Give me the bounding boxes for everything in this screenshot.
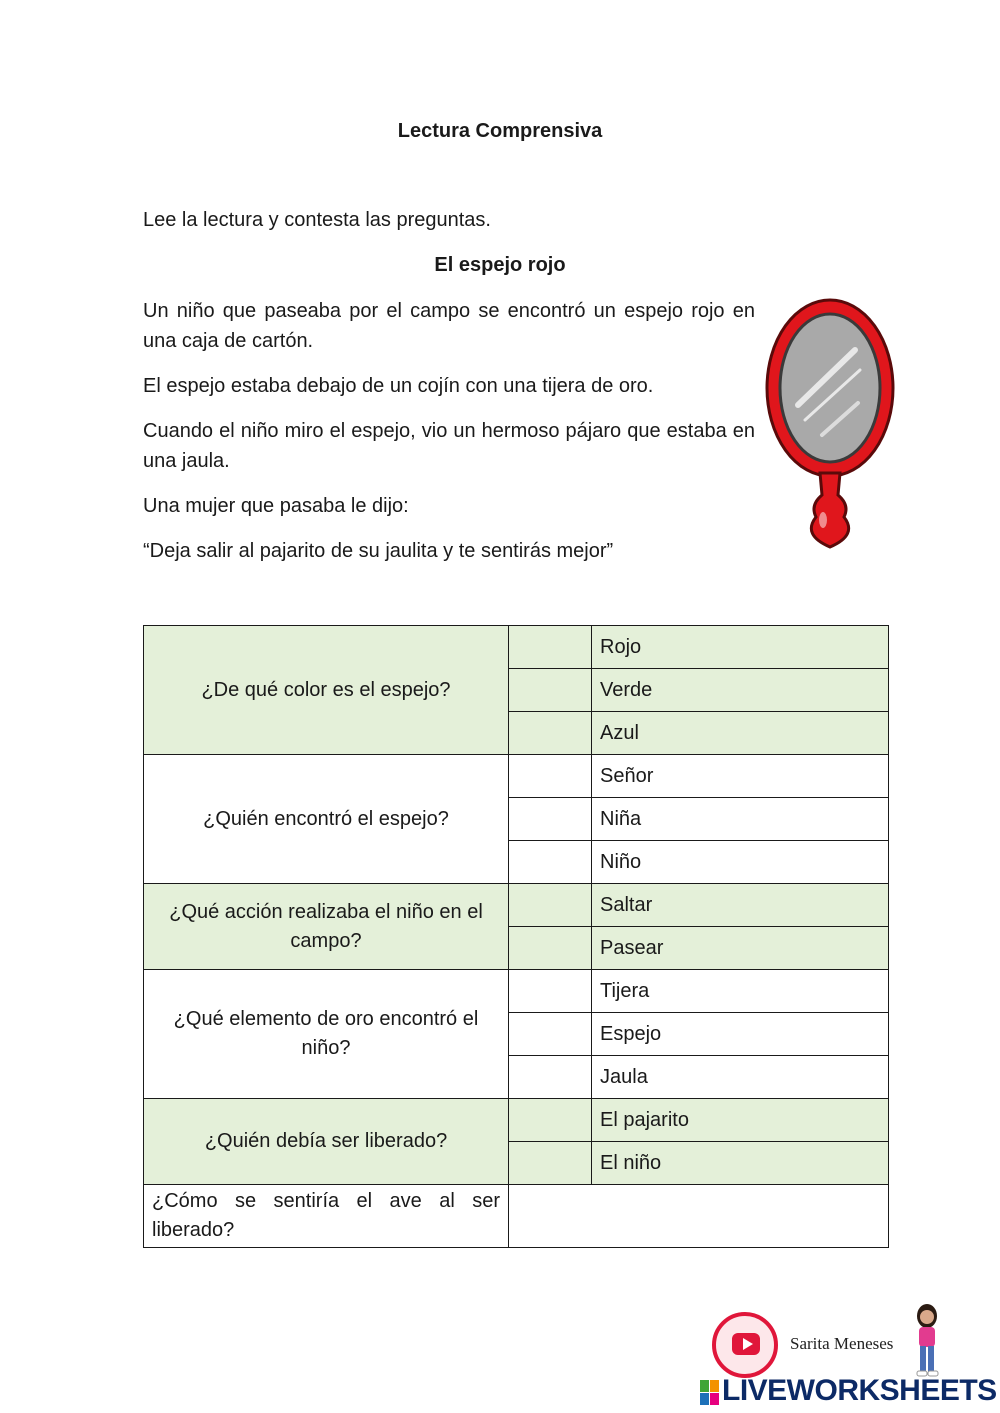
option-cell: Jaula — [592, 1056, 889, 1099]
open-answer-field[interactable] — [509, 1185, 889, 1248]
story-paragraph: “Deja salir al pajarito de su jaulita y te sentirás mejor” — [143, 540, 614, 562]
option-cell: Espejo — [592, 1013, 889, 1056]
table-row — [144, 970, 889, 1013]
question-cell: ¿Qué acción realizaba el niño en el campo? — [144, 884, 509, 970]
question-cell: ¿Qué elemento de oro encontró el niño? — [144, 970, 509, 1099]
answer-box[interactable] — [509, 669, 592, 712]
question-cell: ¿Quién encontró el espejo? — [144, 755, 509, 884]
option-cell: Rojo — [592, 626, 889, 669]
option-cell: Azul — [592, 712, 889, 755]
table-row — [144, 755, 889, 798]
answer-box[interactable] — [509, 626, 592, 669]
option-cell: El pajarito — [592, 1099, 889, 1142]
open-question-cell: ¿Cómo se sentiría el ave al ser liberado? — [144, 1185, 509, 1248]
option-cell: Señor — [592, 755, 889, 798]
question-cell: ¿Quién debía ser liberado? — [144, 1099, 509, 1185]
answer-box[interactable] — [509, 1013, 592, 1056]
option-cell: Verde — [592, 669, 889, 712]
mirror-illustration — [760, 295, 910, 555]
answer-box[interactable] — [509, 1056, 592, 1099]
option-cell: Pasear — [592, 927, 889, 970]
table-row — [144, 626, 889, 669]
table-row — [144, 1099, 889, 1142]
play-icon — [743, 1338, 753, 1350]
avatar — [900, 1302, 952, 1378]
story-title: El espejo rojo — [434, 254, 566, 276]
instruction-text: Lee la lectura y contesta las preguntas. — [143, 209, 491, 231]
answer-box[interactable] — [509, 798, 592, 841]
answer-box[interactable] — [509, 841, 592, 884]
option-cell: Niña — [592, 798, 889, 841]
story-paragraph: Una mujer que pasaba le dijo: — [143, 495, 409, 517]
answer-box[interactable] — [509, 970, 592, 1013]
answer-box[interactable] — [509, 927, 592, 970]
story-paragraph: Un niño que paseaba por el campo se encontró un espejo rojo en una caja de cartón. — [143, 300, 755, 352]
page-title: Lectura Comprensiva — [397, 120, 603, 142]
story-paragraph: El espejo estaba debajo de un cojín con una tijera de oro. — [143, 375, 654, 397]
answer-box[interactable] — [509, 755, 592, 798]
option-cell: Tijera — [592, 970, 889, 1013]
story-text — [143, 296, 755, 581]
brand-name: LIVEWORKSHEETS — [722, 1374, 997, 1407]
liveworksheets-logo-icon — [700, 1380, 720, 1406]
answer-box[interactable] — [509, 884, 592, 927]
table-row — [144, 1185, 889, 1248]
story-paragraph: Cuando el niño miro el espejo, vio un hermoso pájaro que estaba en una jaula. — [143, 420, 755, 472]
answer-box[interactable] — [509, 1099, 592, 1142]
option-cell: El niño — [592, 1142, 889, 1185]
option-cell: Saltar — [592, 884, 889, 927]
question-table — [143, 625, 889, 1248]
table-row — [144, 884, 889, 927]
option-cell: Niño — [592, 841, 889, 884]
answer-box[interactable] — [509, 1142, 592, 1185]
question-cell: ¿De qué color es el espejo? — [144, 626, 509, 755]
answer-box[interactable] — [509, 712, 592, 755]
author-name: Sarita Meneses — [790, 1334, 894, 1353]
